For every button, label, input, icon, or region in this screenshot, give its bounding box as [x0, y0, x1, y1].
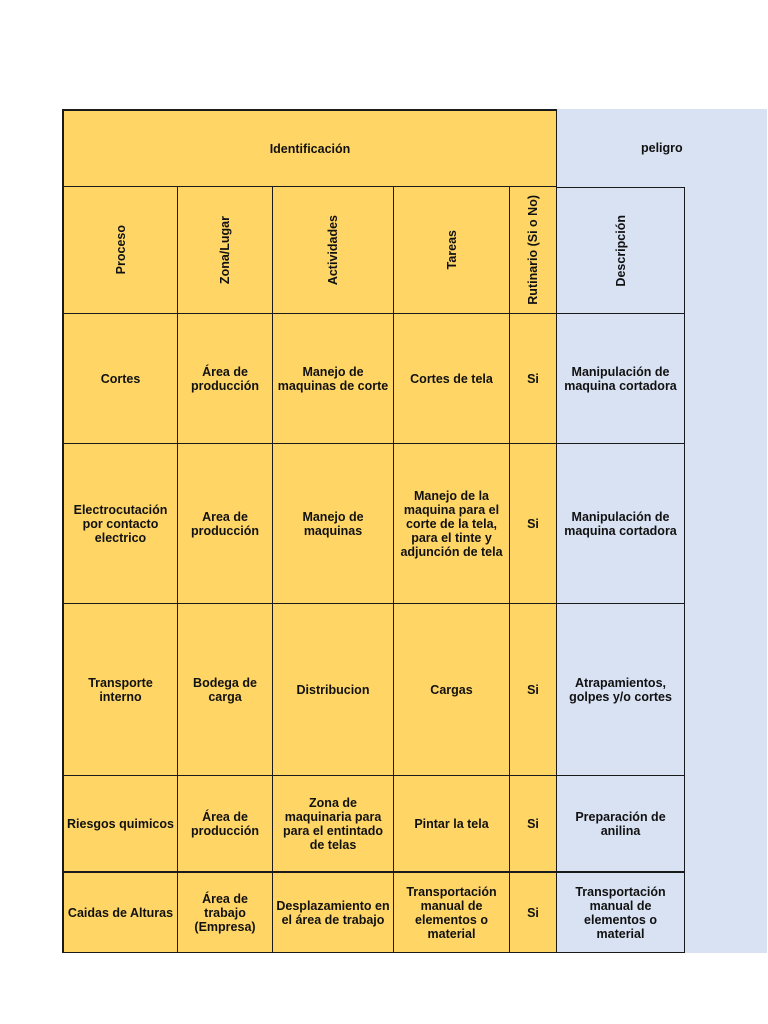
- table-row-4-rutinario: Si: [510, 776, 557, 873]
- table-row-2-zona: Area de producción: [178, 444, 273, 604]
- table-row-2-tareas: Manejo de la maquina para el corte de la tela, para el tinte y adjunción de tela: [394, 444, 510, 604]
- table-row-4-descripcion: Preparación de anilina: [557, 776, 685, 873]
- table-row-3-descripcion: Atrapamientos, golpes y/o cortes: [557, 604, 685, 776]
- col-header-proceso-label: Proceso: [113, 225, 128, 275]
- col-header-zona: [178, 187, 273, 314]
- col-header-descripcion: [557, 187, 685, 314]
- table-row-2-proceso: Electrocutación por contacto electrico: [62, 444, 178, 604]
- table-row-5-tareas: Transportación manual de elementos o material: [394, 873, 510, 953]
- table-row-3-tareas: Cargas: [394, 604, 510, 776]
- col-header-zona-label: Zona/Lugar: [218, 215, 232, 285]
- table-row-4-tareas: Pintar la tela: [394, 776, 510, 873]
- table-row-2-rutinario: Si: [510, 444, 557, 604]
- table-row-5-proceso: Caidas de Alturas: [62, 873, 178, 953]
- peligro-header: [557, 109, 767, 187]
- col-header-actividades: [273, 187, 394, 314]
- table-row-5-zona: Área de trabajo (Empresa): [178, 873, 273, 953]
- col-header-tareas: [394, 187, 510, 314]
- identificacion-header-label: Identificación: [269, 141, 351, 156]
- table-row-4-proceso: Riesgos quimicos: [62, 776, 178, 873]
- col-header-descripcion-label: Descripción: [613, 214, 628, 287]
- table-row-1-descripcion: Manipulación de maquina cortadora: [557, 314, 685, 444]
- table-row-3-zona: Bodega de carga: [178, 604, 273, 776]
- table-row-3-rutinario: Si: [510, 604, 557, 776]
- table-row-2-actividades: Manejo de maquinas: [273, 444, 394, 604]
- table-row-3-actividades: Distribucion: [273, 604, 394, 776]
- peligro-header-label: peligro: [641, 141, 683, 155]
- table-row-5-actividades: Desplazamiento en el área de trabajo: [273, 873, 394, 953]
- identificacion-header: [62, 109, 557, 187]
- table-row-1-proceso: Cortes: [62, 314, 178, 444]
- col-header-proceso: [62, 187, 178, 314]
- table-row-1-tareas: Cortes de tela: [394, 314, 510, 444]
- col-header-rutinario: [510, 187, 557, 314]
- table-row-2-descripcion: Manipulación de maquina cortadora: [557, 444, 685, 604]
- table-row-5-rutinario: Si: [510, 873, 557, 953]
- hazard-identification-table: [62, 109, 767, 953]
- table-row-3-proceso: Transporte interno: [62, 604, 178, 776]
- peligro-extension-area: [685, 187, 767, 953]
- col-header-tareas-label: Tareas: [444, 230, 459, 270]
- table-row-1-actividades: Manejo de maquinas de corte: [273, 314, 394, 444]
- table-row-1-rutinario: Si: [510, 314, 557, 444]
- col-header-actividades-label: Actividades: [326, 214, 340, 286]
- table-row-4-actividades: Zona de maquinaria para para el entintado de telas: [273, 776, 394, 873]
- col-header-rutinario-label: Rutinario (Si o No): [526, 195, 540, 305]
- table-row-1-zona: Área de producción: [178, 314, 273, 444]
- table-row-5-descripcion: Transportación manual de elementos o material: [557, 873, 685, 953]
- table-row-4-zona: Área de producción: [178, 776, 273, 873]
